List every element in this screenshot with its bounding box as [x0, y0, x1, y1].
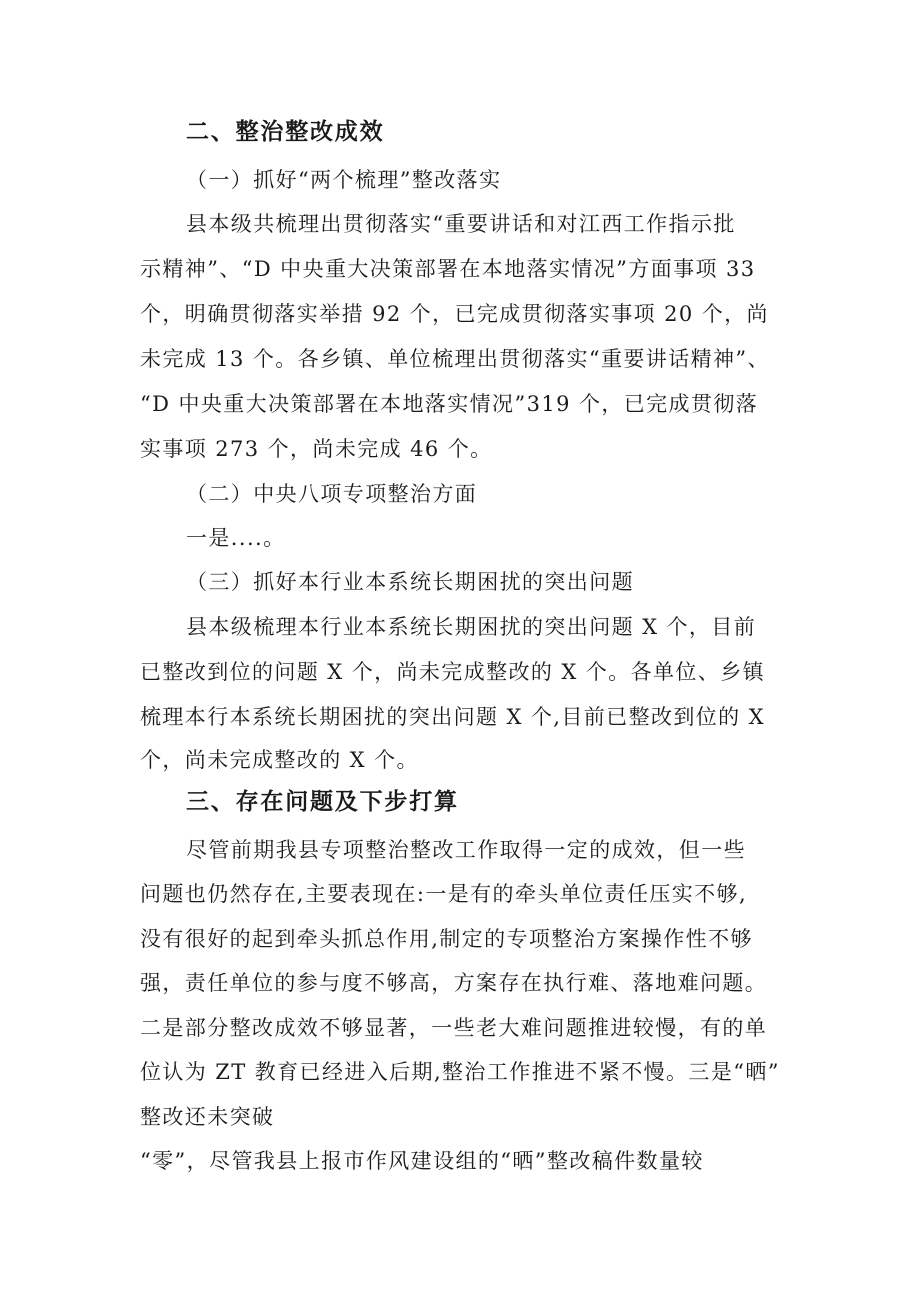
section-heading-rectification-results: 二、整治整改成效 [186, 119, 385, 145]
paragraph-line: 未完成 13 个。各乡镇、单位梳理出贯彻落实“重要讲话精神”、 [140, 347, 770, 371]
paragraph-line: 县本级梳理本行业本系统长期困扰的突出问题 X 个，目前 [186, 615, 757, 639]
subsection-heading-two-reviews: （一）抓好“两个梳理”整改落实 [186, 168, 502, 192]
paragraph-line: 一是....。 [186, 526, 286, 550]
paragraph-line: 强，责任单位的参与度不够高，方案存在执行难、落地难问题。 [140, 971, 768, 995]
paragraph-line: 实事项 273 个，尚未完成 46 个。 [140, 437, 493, 461]
paragraph-line: 二是部分整改成效不够显著，一些老大难问题推进较慢，有的单 [140, 1016, 768, 1040]
section-heading-problems-and-plans: 三、存在问题及下步打算 [186, 789, 459, 815]
paragraph-line: “D 中央重大决策部署在本地落实情况”319 个，已完成贯彻落 [140, 392, 759, 416]
paragraph-line: 梳理本行本系统长期困扰的突出问题 X 个,目前已整改到位的 X [140, 705, 765, 729]
paragraph-line: 县本级共梳理出贯彻落实“重要讲话和对江西工作指示批 [186, 212, 736, 236]
subsection-heading-long-standing-issues: （三）抓好本行业本系统长期困扰的突出问题 [186, 570, 634, 594]
paragraph-line: 尽管前期我县专项整治整改工作取得一定的成效，但一些 [186, 838, 746, 862]
paragraph-line: “零”，尽管我县上报市作风建设组的“晒”整改稿件数量较 [140, 1149, 704, 1173]
subsection-heading-eight-rules: （二）中央八项专项整治方面 [186, 482, 478, 506]
paragraph-line: 个，明确贯彻落实举措 92 个，已完成贯彻落实事项 20 个，尚 [140, 302, 769, 326]
paragraph-line: 问题也仍然存在,主要表现在:一是有的牵头单位责任压实不够, [140, 882, 748, 906]
paragraph-line: 个，尚未完成整改的 X 个。 [140, 748, 419, 772]
paragraph-line: 示精神”、“D 中央重大决策部署在本地落实情况”方面事项 33 [140, 257, 756, 281]
paragraph-line: 位认为 ZT 教育已经进入后期,整治工作推进不紧不慢。三是“晒” [140, 1060, 780, 1084]
paragraph-line: 没有很好的起到牵头抓总作用,制定的专项整治方案操作性不够 [140, 927, 753, 951]
paragraph-line: 整改还未突破 [140, 1105, 275, 1129]
paragraph-line: 已整改到位的问题 X 个，尚未完成整改的 X 个。各单位、乡镇 [140, 660, 765, 684]
